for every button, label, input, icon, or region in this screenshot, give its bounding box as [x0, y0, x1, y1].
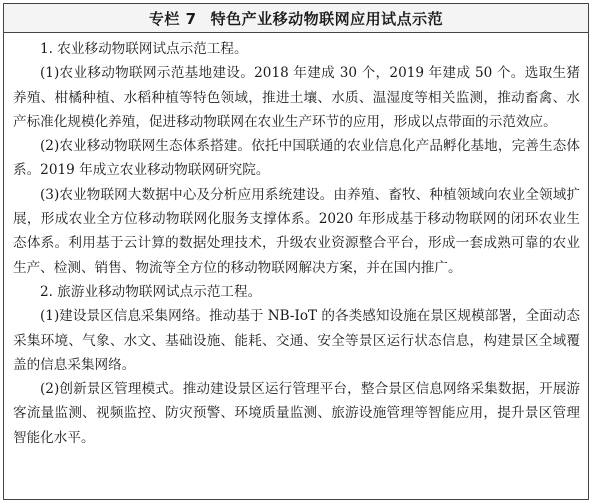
- column-body: [4, 33, 588, 450]
- paragraph-agri-bigdata: (3)农业物联网大数据中心及分析应用系统建设。由养殖、畜牧、种植领域向农业全领域扩展，形成农业全方位移动物联网化服务支撑体系。2020 年形成基于移动物联网的闭环农业生态体系。利用基于云计算的数据处理技术，升级农业资源整合平台，形成一套成熟可靠的农业生产、检测、销售、物流等全方位的移动物联网解决方案，并在国内推广。: [13, 186, 580, 276]
- paragraph-tourism-network: (1)建设景区信息采集网络。推动基于 NB-IoT 的各类感知设施在景区规模部署，全面动态采集环境、气象、水文、基础设施、能耗、交通、安全等景区运行状态信息，构建景区全域覆盖的信息采集网络。: [13, 308, 580, 373]
- section-heading-tourism: 2. 旅游业移动物联网试点示范工程。: [40, 283, 262, 300]
- paragraph-agri-ecosystem: (2)农业移动物联网生态体系搭建。依托中国联通的农业信息化产品孵化基地，完善生态体系。2019 年成立农业移动物联网研究院。: [13, 138, 580, 179]
- paragraph-agri-demo-base: (1)农业移动物联网示范基地建设。2018 年建成 30 个，2019 年建成 50 个。选取生猪养殖、柑橘种植、水稻种植等特色领域，推进土壤、水质、温湿度等相关监测，推动畜禽、水产标准化规模化养殖，促进移动物联网在农业生产环节的应用，形成以点带面的示范效应。: [13, 65, 580, 130]
- paragraph-tourism-management: (2)创新景区管理模式。推动建设景区运行管理平台，整合景区信息网络采集数据，开展游客流量监测、视频监控、防灾预警、环境质量监测、旅游设施管理等智能应用，提升景区管理智能化水平。: [13, 381, 580, 446]
- column-label: 专栏 7: [148, 9, 197, 28]
- column-title: 特色产业移动物联网应用试点示范: [210, 9, 444, 28]
- section-heading-agriculture: 1. 农业移动物联网试点示范工程。: [40, 41, 248, 57]
- column-box: [3, 3, 589, 500]
- column-header: [4, 4, 588, 33]
